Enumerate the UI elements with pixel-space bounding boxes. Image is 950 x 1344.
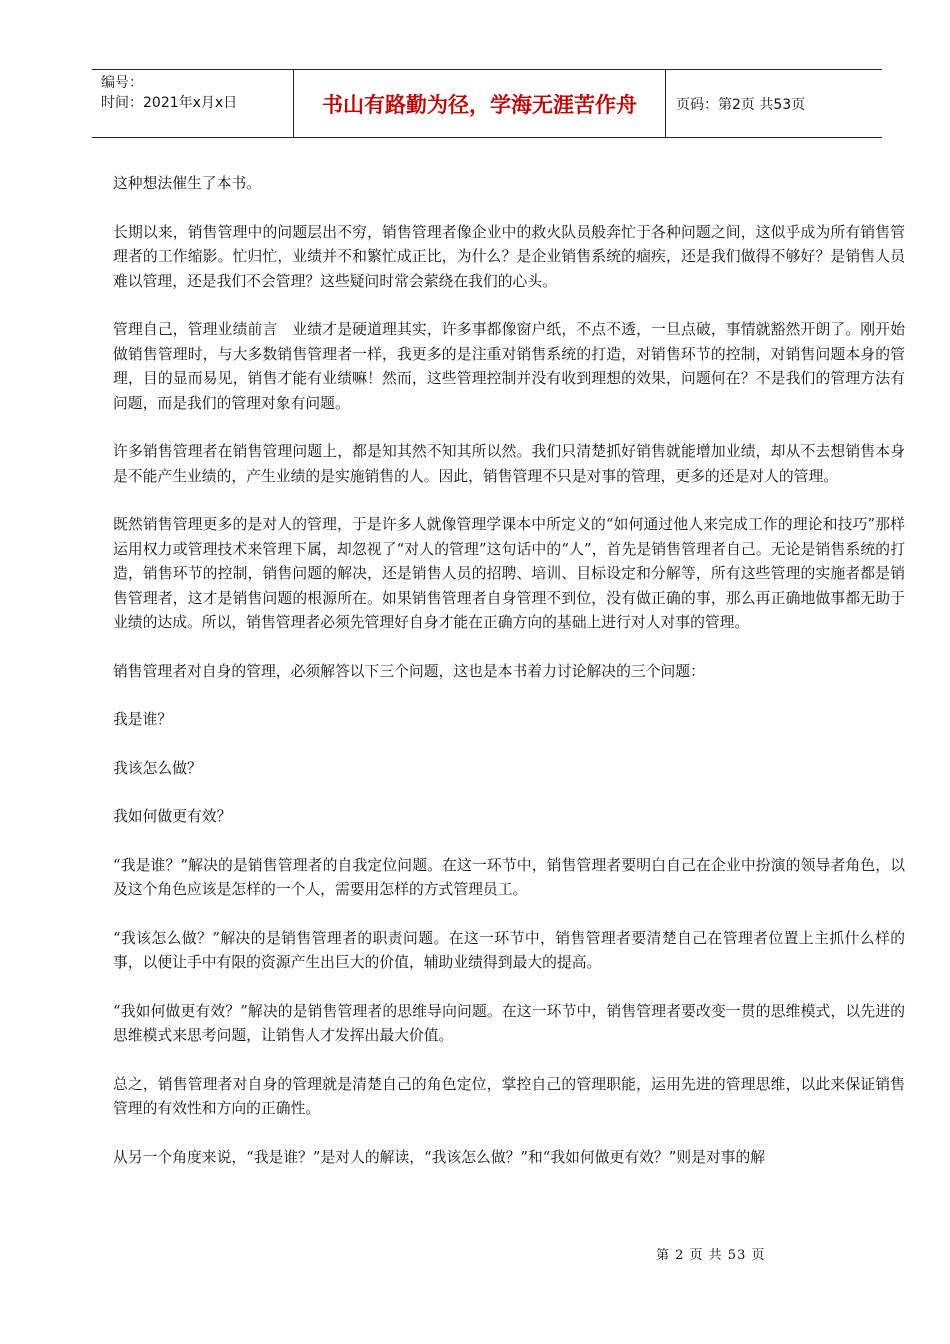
paragraph: 管理自己，管理业绩前言 业绩才是硬道理其实，许多事都像窗户纸，不点不透，一旦点破，事情就豁然开朗了。刚开始做销售管理时，与大多数销售管理者一样，我更多的是注重对销售系统的打造，对销售环节的控制，对销售问题本身的管理，目的显而易见，销售才能有业绩嘛！然而，这些管理控制并没有收到理想的效果，问题何在？不是我们的管理方法有问题，而是我们的管理对象有问题。 (113, 321, 905, 412)
paragraph: 总之，销售管理者对自身的管理就是清楚自己的角色定位，掌控自己的管理职能，运用先进的管理思维，以此来保证销售管理的有效性和方向的正确性。 (113, 1075, 905, 1117)
paragraph: 这种想法催生了本书。 (113, 175, 261, 192)
document-body (113, 172, 905, 1194)
paragraph: 既然销售管理更多的是对人的管理，于是许多人就像管理学课本中所定义的“如何通过他人来完成工作的理论和技巧”那样运用权力或管理技术来管理下属，却忽视了“对人的管理”这句话中的“人”，首先是销售管理者自己。无论是销售系统的打造，销售环节的控制，销售问题的解决，还是销售人员的招聘、培训、目标设定和分解等，所有这些管理的实施者都是销售管理者，这才是销售问题的根源所在。如果销售管理者自身管理不到位，没有做正确的事，那么再正确地做事都无助于业绩的达成。所以，销售管理者必须先管理好自身才能在正确方向的基础上进行对人对事的管理。 (113, 516, 905, 631)
question-line: 我是谁？ (113, 711, 173, 728)
paragraph: “我是谁？”解决的是销售管理者的自我定位问题。在这一环节中，销售管理者要明白自己在企业中扮演的领导者角色，以及这个角色应该是怎样的一个人，需要用怎样的方式管理员工。 (113, 856, 905, 898)
paragraph: “我该怎么做？”解决的是销售管理者的职责问题。在这一环节中，销售管理者要清楚自己在管理者位置上主抓什么样的事，以便让手中有限的资源产生出巨大的价值，辅助业绩得到最大的提高。 (113, 929, 905, 971)
page-header (92, 69, 882, 138)
paragraph: “我如何做更有效？”解决的是销售管理者的思维导向问题。在这一环节中，销售管理者要改变一贯的思维模式，以先进的思维模式来思考问题，让销售人才发挥出最大价值。 (113, 1002, 905, 1044)
page-footer: 第 2 页 共 53 页 (656, 1248, 766, 1263)
paragraph: 长期以来，销售管理中的问题层出不穷，销售管理者像企业中的救火队员般奔忙于各种问题之间，这似乎成为所有销售管理者的工作缩影。忙归忙，业绩并不和繁忙成正比，为什么？是企业销售系统的痼疾，还是我们做得不够好？是销售人员难以管理，还是我们不会管理？这些疑问时常会萦绕在我们的心头。 (113, 223, 905, 290)
paragraph: 许多销售管理者在销售管理问题上，都是知其然不知其所以然。我们只清楚抓好销售就能增加业绩，却从不去想销售本身是不能产生业绩的，产生业绩的是实施销售的人。因此，销售管理不只是对事的管理，更多的还是对人的管理。 (113, 443, 905, 485)
paragraph: 销售管理者对自身的管理，必须解答以下三个问题，这也是本书着力讨论解决的三个问题： (113, 662, 705, 680)
header-info (92, 70, 293, 137)
question-line: 我该怎么做？ (113, 759, 202, 777)
header-page-number: 页码：第2页 共53页 (676, 96, 806, 113)
paragraph: 从另一个角度来说，“我是谁？”是对人的解读，“我该怎么做？”和“我如何做更有效？”则是对事的解 (113, 1148, 766, 1166)
header-motto: 书山有路勤为径，学海无涯苦作舟 (293, 70, 666, 137)
question-line: 我如何做更有效？ (113, 808, 232, 825)
document-time-label: 时间：2021年x月x日 (101, 95, 238, 111)
document-number-label: 编号： (101, 75, 143, 91)
